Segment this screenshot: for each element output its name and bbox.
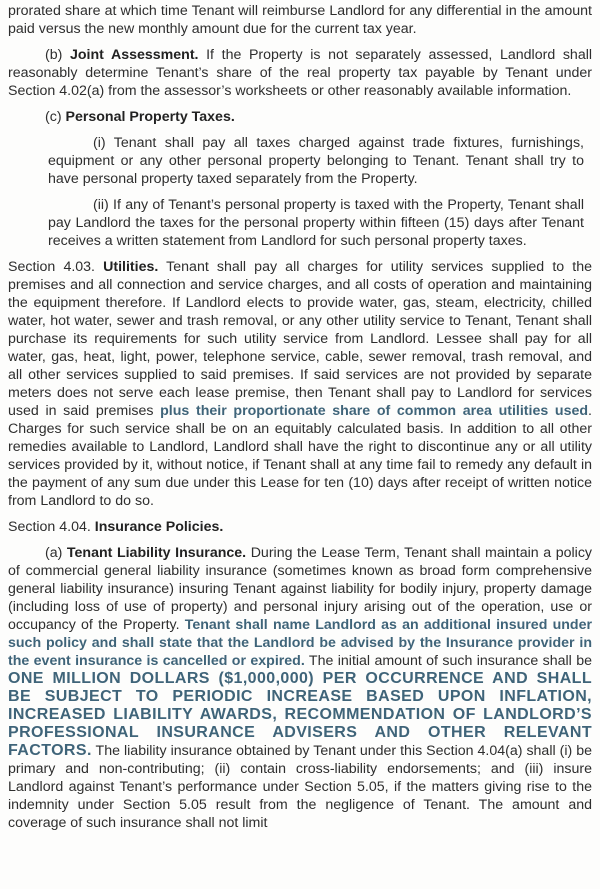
text-run: Joint Assessment. bbox=[69, 47, 199, 63]
text-run: (i) Tenant shall pay all taxes charged against trade fixtures, furnishings, equipment or any other personal property belonging to Tenant. Tenant shall try to have personal property taxed separately from the Property. bbox=[48, 135, 584, 187]
text-run: Personal Property Taxes. bbox=[65, 109, 235, 125]
para-personal-property-taxes-i bbox=[48, 134, 584, 188]
text-run: During the Lease Term, Tenant shall maintain a policy of commercial general liability insurance (sometimes known as broad form comprehensive general liability insurance) insuring Tenant against liability for bodily injury, property damage (including loss of use of property) and personal injury arising out of the operation, use or occupancy of the Property. bbox=[8, 545, 593, 633]
para-joint-assessment bbox=[8, 46, 592, 100]
para-section-403-utilities bbox=[8, 258, 592, 510]
text-run: Tenant shall name Landlord as an additional insured under such policy and shall state that the Landlord be advised by the Insurance provider in the event insurance is cancelled or expired. bbox=[8, 617, 592, 669]
text-run: If the Property is not separately assessed, Landlord shall reasonably determine Tenant’s share of the real property tax payable by Tenant under Section 4.02(a) from the assessor’s worksheets or other reasonably available information. bbox=[8, 47, 593, 99]
text-run: Section 4.04. bbox=[8, 519, 95, 535]
para-tenant-liability-insurance bbox=[8, 544, 592, 832]
text-run: The liability insurance obtained by Tenant under this Section 4.04(a) shall (i) be primary and non-contributing; (ii) contain cross-liability endorsements; and (iii) insure Landlord against Tenant’s performance under Section 5.05, if the matters giving rise to the indemnity under Section 5.05 result from the negligence of Tenant. The amount and coverage of such insurance shall not limit bbox=[8, 743, 592, 831]
para-prorated-continuation bbox=[8, 2, 592, 38]
text-run: (c) bbox=[45, 109, 66, 125]
text-run: (b) bbox=[45, 47, 70, 63]
text-run: (ii) If any of Tenant’s personal property is taxed with the Property, Tenant shall pay Landlord the taxes for the personal property within fifteen (15) days after Tenant receives a written statement from Landlord for such personal property taxes. bbox=[48, 197, 584, 249]
para-personal-property-taxes-heading bbox=[8, 108, 592, 126]
text-run: Section 4.03. bbox=[8, 259, 104, 275]
text-run: ONE MILLION DOLLARS ($1,000,000) PER OCCURRENCE AND SHALL BE SUBJECT TO PERIODIC INCREASE BASED UPON INFLATION, INCREASED LIABILITY AWARDS, RECOMMENDATION OF LANDLORD’S PROFESSIONAL INSURANCE ADVISERS AND OTHER RELEVANT FACTORS. bbox=[8, 670, 592, 759]
text-run: prorated share at which time Tenant will reimburse Landlord for any differential in the amount paid versus the new monthly amount due for the current tax year. bbox=[8, 3, 592, 37]
text-run: plus their proportionate share of common area utilities used bbox=[160, 403, 589, 419]
text-run: Insurance Policies. bbox=[94, 519, 224, 535]
para-section-404-insurance-heading bbox=[8, 518, 592, 536]
text-run: The initial amount of such insurance shall be bbox=[304, 653, 592, 669]
text-run: (a) bbox=[45, 545, 67, 561]
text-run: Tenant shall pay all charges for utility services supplied to the premises and all connection and service charges, and all costs of operation and maintaining the equipment therefore. If Landlord elects to provide water, gas, steam, electricity, chilled water, hot water, sewer and trash removal, or any other utility service to Tenant, Tenant shall purchase its requirements for such utility service from Landlord. Lessee shall pay for all water, gas, heat, light, power, telephone service, cable, sewer removal, trash removal, and all other services supplied to said premises. If said services are not provided by separate meters does not serve each lease premise, then Tenant shall pay to Landlord for services used in said premises bbox=[8, 259, 592, 419]
text-run: . Charges for such service shall be on an equitably calculated basis. In addition to all other remedies available to Landlord, Landlord shall have the right to discontinue any or all utility services provided by it, without notice, if Tenant shall at any time fail to remedy any default in the payment of any sum due under this Lease for ten (10) days after receipt of written notice from Landlord to do so. bbox=[8, 403, 592, 509]
para-personal-property-taxes-ii bbox=[48, 196, 584, 250]
text-run: Utilities. bbox=[103, 259, 159, 275]
text-run: Tenant Liability Insurance. bbox=[66, 545, 247, 561]
